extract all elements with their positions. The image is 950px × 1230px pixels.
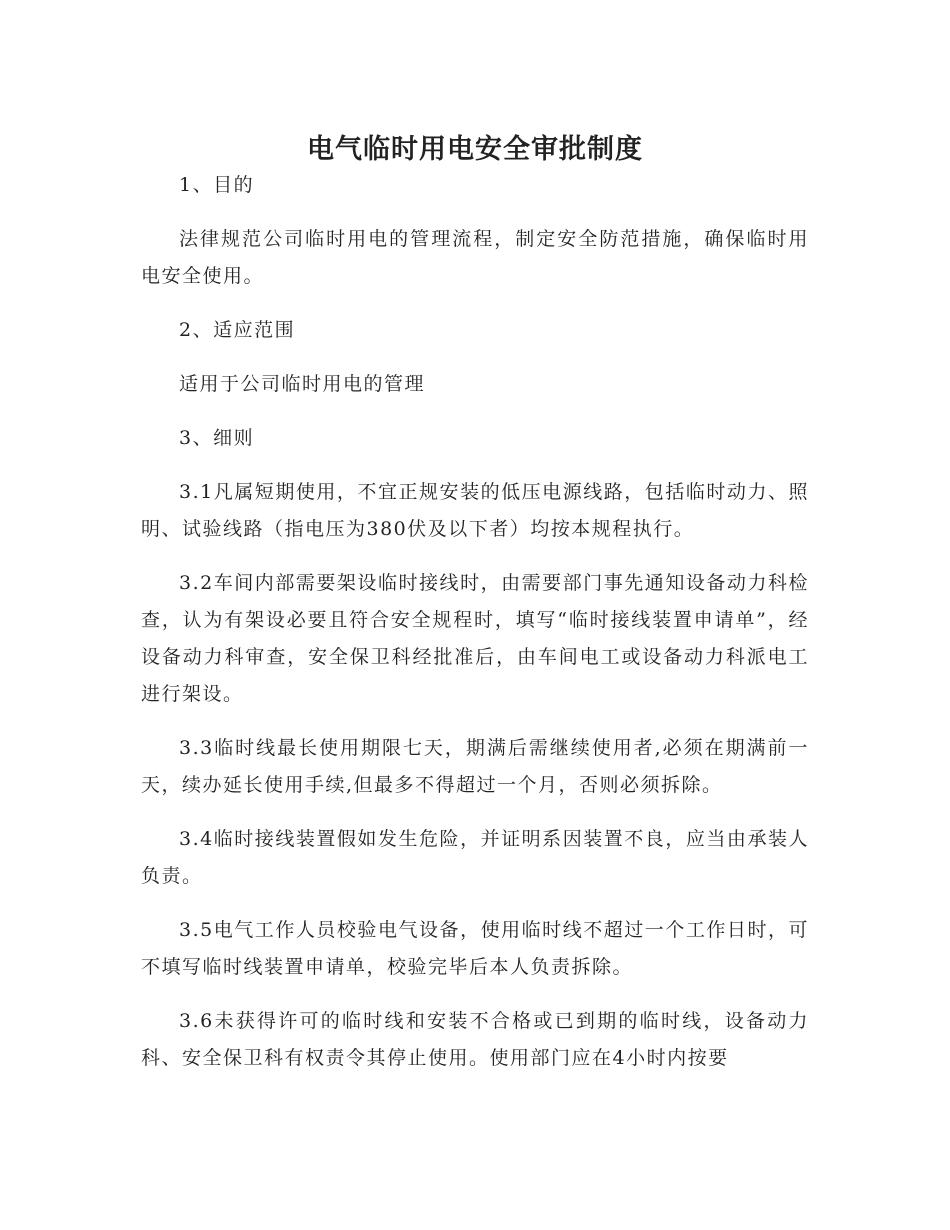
rule-3-2: 3.2车间内部需要架设临时接线时，由需要部门事先通知设备动力科检查，认为有架设必要且符合安全规程时，填写“临时接线装置申请单”，经设备动力科审查，安全保卫科经批准后，由车间电工或设备动力科派电工进行架设。 <box>141 572 809 705</box>
paragraph-purpose: 法律规范公司临时用电的管理流程，制定安全防范措施，确保临时用电安全使用。 <box>141 228 809 287</box>
rule-3-6: 3.6未获得许可的临时线和安装不合格或已到期的临时线，设备动力科、安全保卫科有权责令其停止使用。使用部门应在4小时内按要 <box>141 1010 809 1069</box>
rule-3-5: 3.5电气工作人员校验电气设备，使用临时线不超过一个工作日时，可不填写临时线装置申请单，校验完毕后本人负责拆除。 <box>141 919 809 978</box>
document-body <box>141 167 809 1094</box>
section-heading-scope: 2、适应范围 <box>179 319 296 341</box>
document-title: 电气临时用电安全审批制度 <box>307 134 643 166</box>
rule-3-1: 3.1凡属短期使用，不宜正规安装的低压电源线路，包括临时动力、照明、试验线路（指电压为380伏及以下者）均按本规程执行。 <box>141 481 809 540</box>
rule-3-3: 3.3临时线最长使用期限七天，期满后需继续使用者,必须在期满前一天，续办延长使用手续,但最多不得超过一个月，否则必须拆除。 <box>141 737 809 796</box>
section-heading-rules: 3、细则 <box>179 427 255 449</box>
rule-3-4: 3.4临时接线装置假如发生危险，并证明系因装置不良，应当由承装人负责。 <box>141 828 809 887</box>
paragraph-scope: 适用于公司临时用电的管理 <box>179 373 426 395</box>
section-heading-purpose: 1、目的 <box>179 174 255 196</box>
